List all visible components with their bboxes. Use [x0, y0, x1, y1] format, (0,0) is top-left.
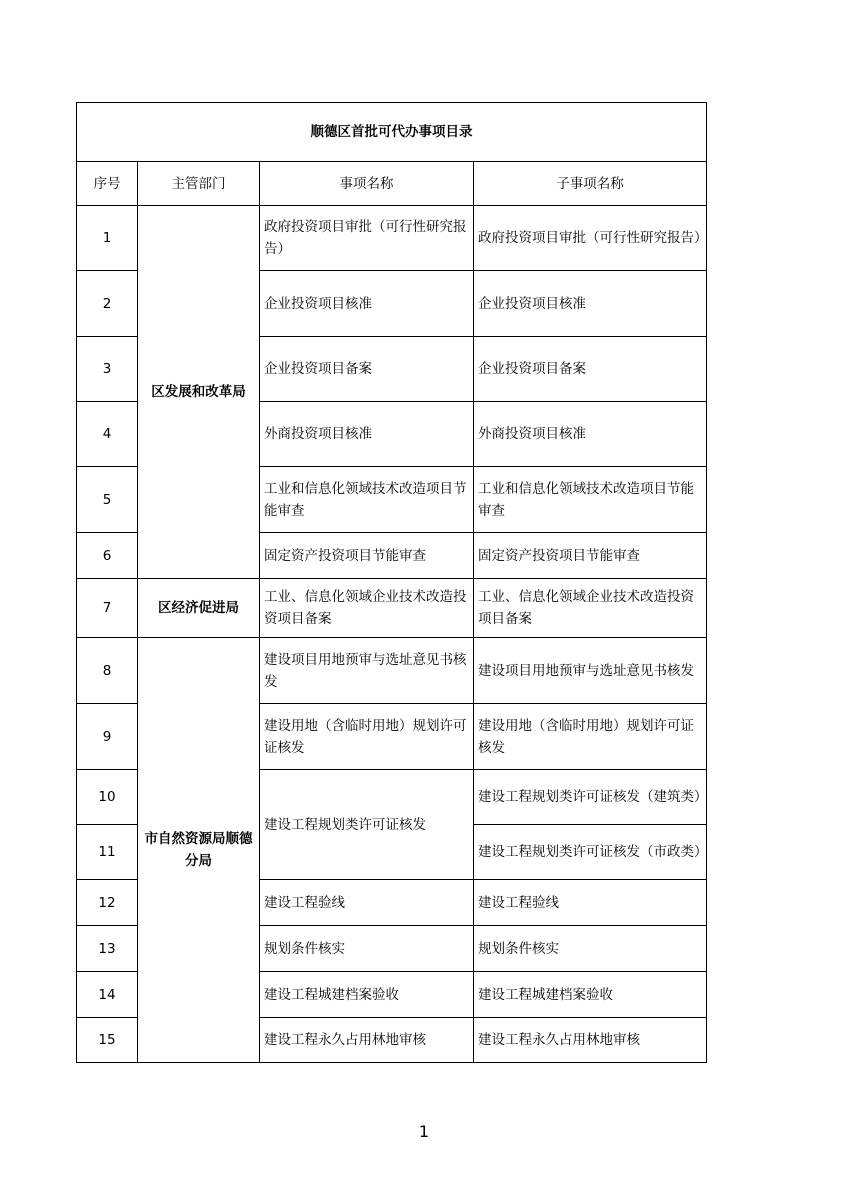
item-name: 建设工程城建档案验收 — [260, 972, 474, 1018]
row-seq: 5 — [77, 467, 138, 533]
item-name: 企业投资项目核准 — [260, 271, 474, 337]
subitem-name: 企业投资项目核准 — [474, 271, 707, 337]
item-name: 建设工程永久占用林地审核 — [260, 1018, 474, 1063]
dept-cell: 市自然资源局顺德分局 — [138, 638, 260, 1063]
document-title: 顺德区首批可代办事项目录 — [77, 103, 707, 162]
row-seq: 15 — [77, 1018, 138, 1063]
row-seq: 8 — [77, 638, 138, 704]
subitem-name: 固定资产投资项目节能审查 — [474, 533, 707, 579]
catalog-table — [76, 102, 707, 1063]
header-subitem: 子事项名称 — [474, 162, 707, 206]
row-seq: 13 — [77, 926, 138, 972]
subitem-name: 建设用地（含临时用地）规划许可证核发 — [474, 704, 707, 770]
dept-cell: 区经济促进局 — [138, 579, 260, 638]
row-seq: 7 — [77, 579, 138, 638]
row-seq: 11 — [77, 825, 138, 880]
table-row — [77, 638, 707, 704]
item-name: 规划条件核实 — [260, 926, 474, 972]
row-seq: 3 — [77, 337, 138, 402]
subitem-name: 建设工程验线 — [474, 880, 707, 926]
subitem-name: 政府投资项目审批（可行性研究报告） — [474, 206, 707, 271]
item-name: 政府投资项目审批（可行性研究报告） — [260, 206, 474, 271]
table-row — [77, 579, 707, 638]
subitem-name: 规划条件核实 — [474, 926, 707, 972]
row-seq: 6 — [77, 533, 138, 579]
subitem-name: 建设工程规划类许可证核发（市政类） — [474, 825, 707, 880]
item-name: 建设工程验线 — [260, 880, 474, 926]
row-seq: 10 — [77, 770, 138, 825]
item-name: 企业投资项目备案 — [260, 337, 474, 402]
row-seq: 4 — [77, 402, 138, 467]
subitem-name: 建设项目用地预审与选址意见书核发 — [474, 638, 707, 704]
header-dept: 主管部门 — [138, 162, 260, 206]
table-row — [77, 206, 707, 271]
item-name: 工业、信息化领域企业技术改造投资项目备案 — [260, 579, 474, 638]
row-seq: 1 — [77, 206, 138, 271]
item-name: 建设用地（含临时用地）规划许可证核发 — [260, 704, 474, 770]
row-seq: 14 — [77, 972, 138, 1018]
header-item: 事项名称 — [260, 162, 474, 206]
header-row — [77, 162, 707, 206]
subitem-name: 工业和信息化领域技术改造项目节能审查 — [474, 467, 707, 533]
row-seq: 12 — [77, 880, 138, 926]
title-row — [77, 103, 707, 162]
row-seq: 2 — [77, 271, 138, 337]
row-seq: 9 — [77, 704, 138, 770]
item-name: 外商投资项目核准 — [260, 402, 474, 467]
subitem-name: 建设工程规划类许可证核发（建筑类） — [474, 770, 707, 825]
subitem-name: 外商投资项目核准 — [474, 402, 707, 467]
dept-cell: 区发展和改革局 — [138, 206, 260, 579]
page-number: 1 — [418, 1122, 430, 1141]
item-name: 工业和信息化领域技术改造项目节能审查 — [260, 467, 474, 533]
subitem-name: 工业、信息化领域企业技术改造投资项目备案 — [474, 579, 707, 638]
subitem-name: 建设工程永久占用林地审核 — [474, 1018, 707, 1063]
item-name: 建设工程规划类许可证核发 — [260, 770, 474, 880]
subitem-name: 企业投资项目备案 — [474, 337, 707, 402]
subitem-name: 建设工程城建档案验收 — [474, 972, 707, 1018]
item-name: 建设项目用地预审与选址意见书核发 — [260, 638, 474, 704]
header-seq: 序号 — [77, 162, 138, 206]
item-name: 固定资产投资项目节能审查 — [260, 533, 474, 579]
